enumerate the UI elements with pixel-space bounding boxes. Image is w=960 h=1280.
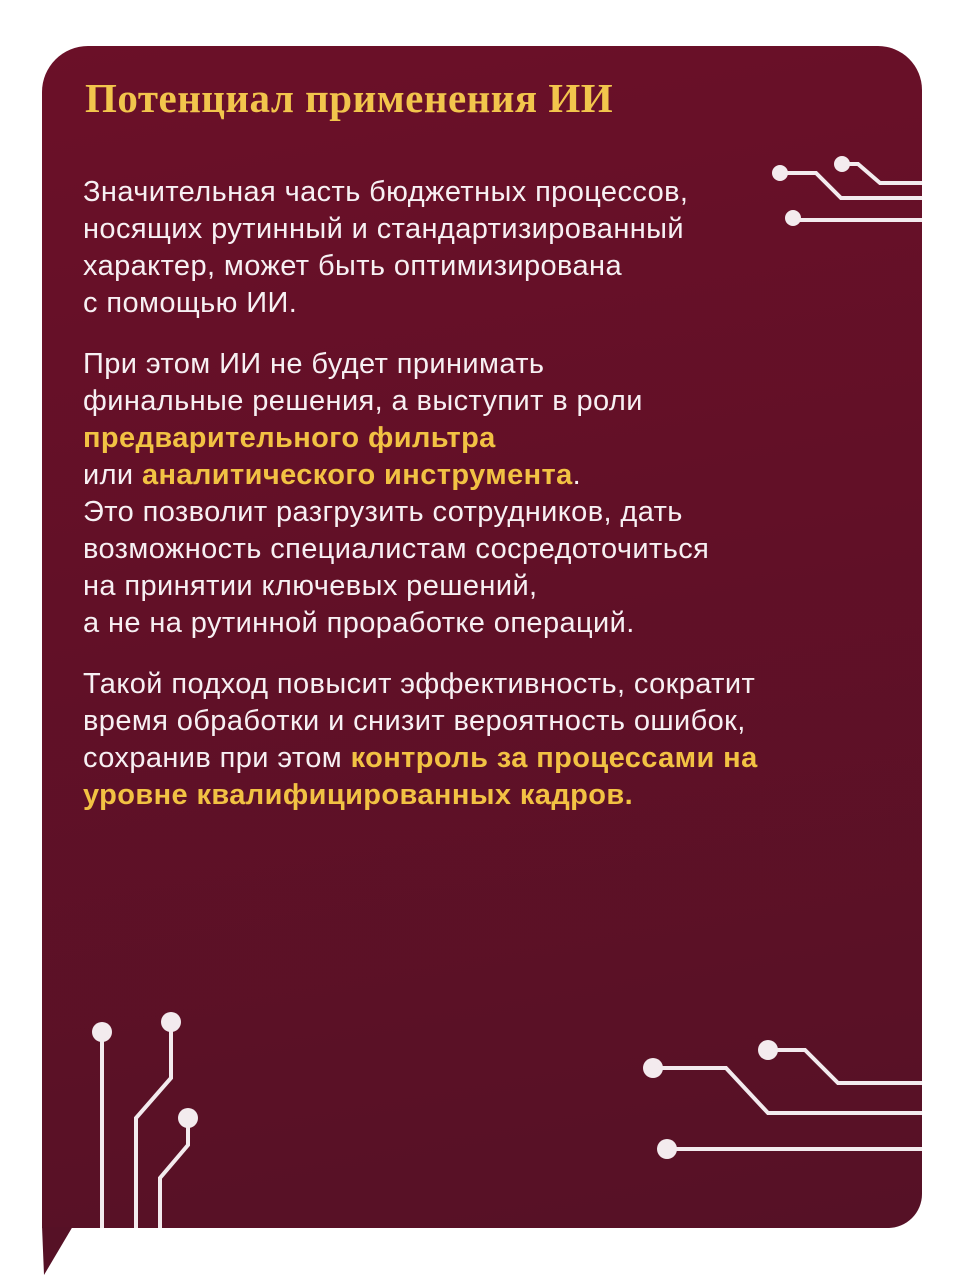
text-run: Значительная часть бюджетных процессов,: [83, 176, 689, 208]
text-run: Такой подход повысит эффективность, сократит: [83, 668, 756, 700]
paragraph-optimization: [83, 174, 884, 322]
highlighted-text: предварительного фильтра: [83, 422, 496, 454]
text-run: носящих рутинный и стандартизированный: [83, 213, 684, 245]
text-run: При этом ИИ не будет принимать: [83, 348, 545, 380]
text-run: .: [572, 459, 582, 491]
text-run: с помощью ИИ.: [83, 287, 298, 319]
card-tail-shape: [42, 1227, 74, 1277]
paragraph-benefits: [83, 666, 884, 814]
highlighted-text: уровне квалифицированных кадров.: [83, 779, 634, 811]
text-run: Это позволит разгрузить сотрудников, дать: [83, 496, 683, 528]
page-title: Потенциал применения ИИ: [85, 75, 614, 121]
circuit-bottom-right-icon: [643, 1040, 922, 1159]
text-run: характер, может быть оптимизирована: [83, 250, 623, 282]
body-text: [83, 174, 884, 814]
paragraph-ai-role: [83, 346, 884, 642]
text-run: возможность специалистам сосредоточиться: [83, 533, 710, 565]
highlighted-text: аналитического инструмента: [141, 459, 573, 491]
text-run: на принятии ключевых решений,: [83, 570, 538, 602]
content-card: [42, 46, 922, 1228]
text-run: сохранив при этом: [83, 742, 351, 774]
text-run: а не на рутинной проработке операций.: [83, 607, 635, 639]
circuit-bottom-left-icon: [92, 1012, 198, 1228]
highlighted-text: контроль за процессами на: [350, 742, 758, 774]
text-run: время обработки и снизит вероятность ошибок,: [83, 705, 746, 737]
text-run: финальные решения, а выступит в роли: [83, 385, 643, 417]
text-run: или: [83, 459, 142, 491]
